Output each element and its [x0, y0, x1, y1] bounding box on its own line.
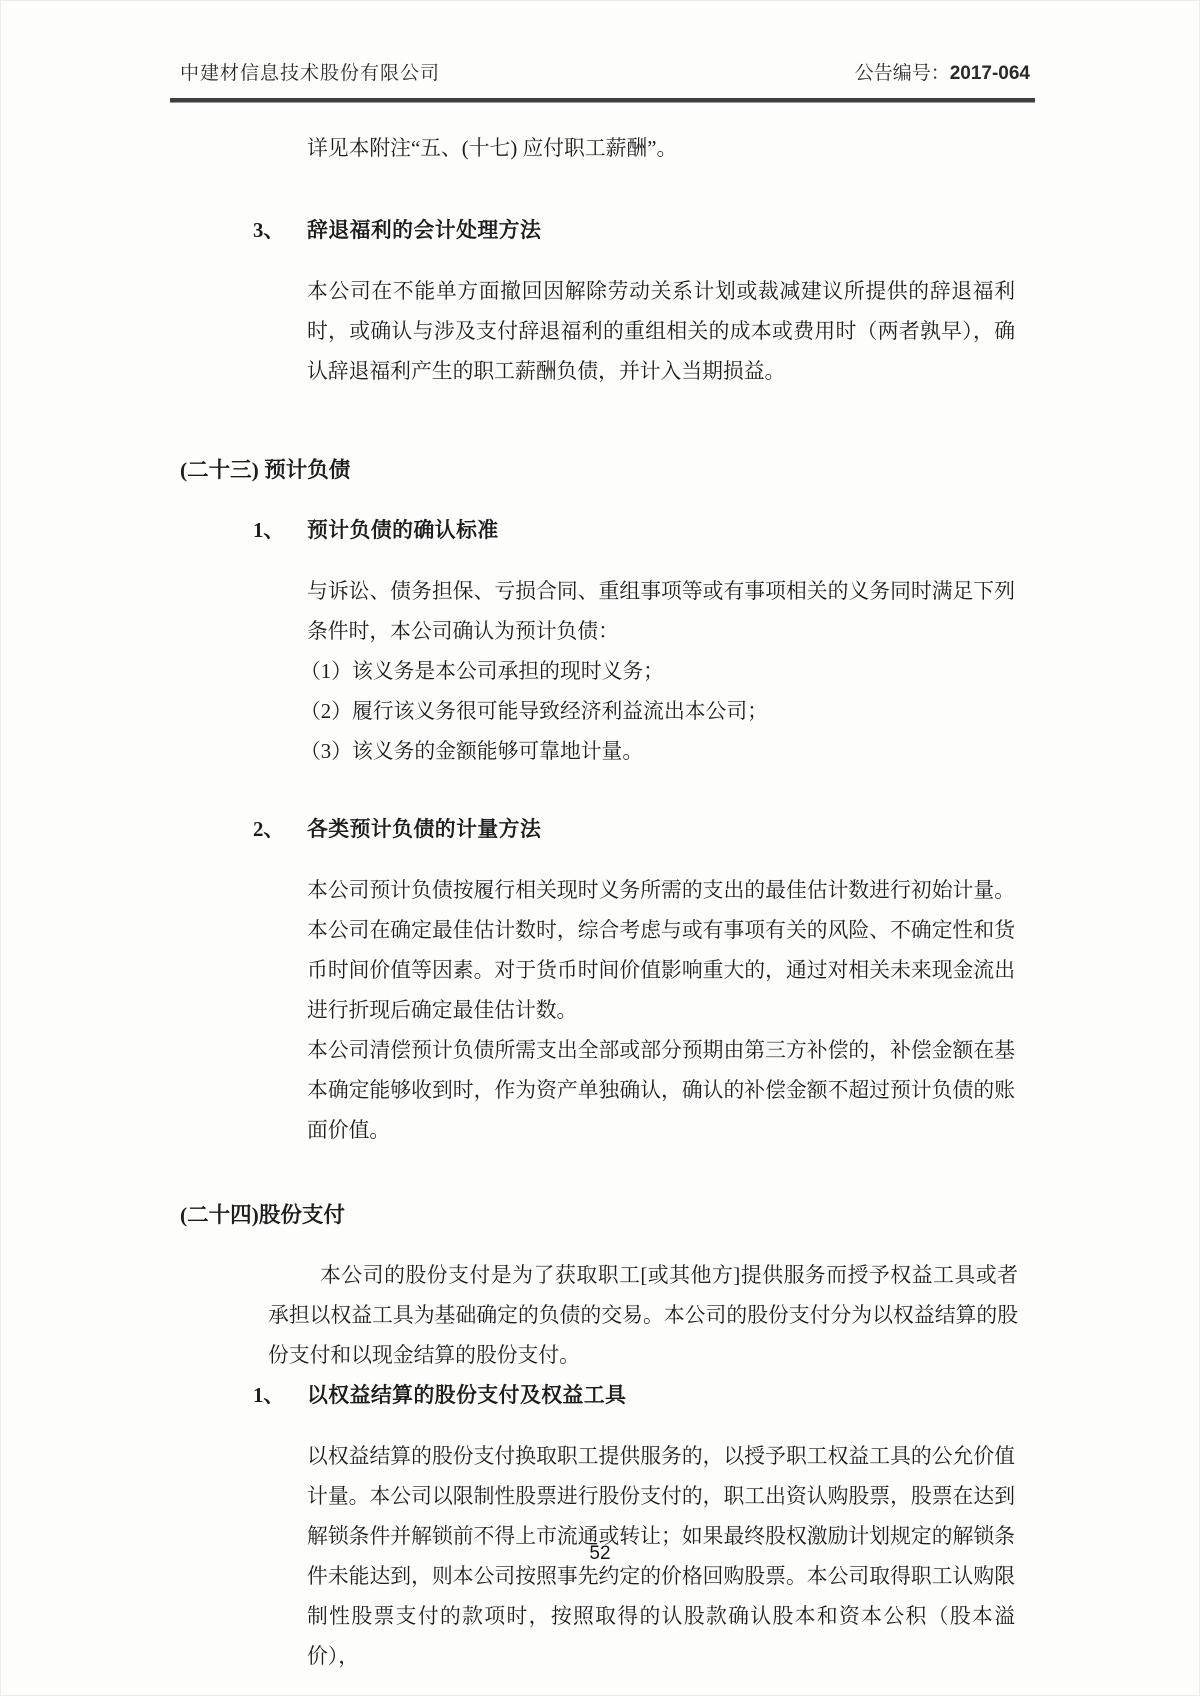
- paragraph-equity-settled: 以权益结算的股份支付换取职工提供服务的，以授予职工权益工具的公允价值计量。本公司以限制性股票进行股份支付的，职工出资认购股票，股票在达到解锁条件并解锁前不得上市流通或转让；如果最终股权激励计划规定的解锁条件未能达到，则本公司按照事先约定的价格回购股票。本公司取得职工认购限制性股票支付的款项时，按照取得的认股款确认股本和资本公积（股本溢价），: [307, 1445, 1015, 1669]
- heading-provisions-recognition: [253, 511, 1015, 551]
- heading-title: 以权益结算的股份支付及权益工具: [307, 1384, 627, 1408]
- paragraph-share-payment-intro: 本公司的股份支付是为了获取职工[或其他方]提供服务而授予权益工具或者承担以权益工具为基础确定的负债的交易。本公司的股份支付分为以权益结算的股份支付和以现金结算的股份支付。: [268, 1264, 1018, 1368]
- list-item-2: （2）履行该义务很可能导致经济利益流出本公司；: [300, 700, 768, 724]
- list-item-1: （1）该义务是本公司承担的现时义务；: [300, 660, 664, 684]
- heading-number: 2、: [253, 818, 285, 842]
- paragraph-provisions-recognition: 与诉讼、债务担保、亏损合同、重组事项等或有事项相关的义务同时满足下列条件时，本公司确认为预计负债：: [307, 580, 1015, 644]
- heading-title: 辞退福利的会计处理方法: [307, 219, 542, 242]
- section-24-heading: (二十四)股份支付: [180, 1202, 345, 1227]
- note-reference-paragraph: 详见本附注“五、(十七) 应付职工薪酬”。: [307, 137, 678, 160]
- heading-equity-settled: [253, 1376, 1015, 1416]
- announcement-value: 2017-064: [949, 63, 1030, 84]
- heading-number: 3、: [253, 219, 285, 242]
- page-number: 52: [589, 1543, 611, 1564]
- heading-title: 预计负债的确认标准: [307, 519, 499, 543]
- announcement-label: 公告编号：: [854, 63, 950, 84]
- section-23-heading: (二十三) 预计负债: [180, 457, 351, 482]
- company-name: 中建材信息技术股份有限公司: [180, 63, 441, 84]
- heading-3-termination-benefits: [253, 211, 1015, 251]
- document-body: [170, 129, 1018, 1677]
- page-header: [0, 0, 1200, 85]
- paragraph-measurement-2: 本公司清偿预计负债所需支出全部或部分预期由第三方补偿的，补偿金额在基本确定能够收到时，作为资产单独确认，确认的补偿金额不超过预计负债的账面价值。: [307, 1038, 1015, 1142]
- heading-provisions-measurement: [253, 810, 1015, 850]
- paragraph-termination-benefits: 本公司在不能单方面撤回因解除劳动关系计划或裁减建议所提供的辞退福利时，或确认与涉及支付辞退福利的重组相关的成本或费用时（两者孰早），确认辞退福利产生的职工薪酬负债，并计入当期损益。: [307, 279, 1015, 383]
- header-divider: [170, 98, 1035, 103]
- heading-title: 各类预计负债的计量方法: [307, 818, 542, 842]
- paragraph-measurement-1: 本公司预计负债按履行相关现时义务所需的支出的最佳估计数进行初始计量。本公司在确定最佳估计数时，综合考虑与或有事项有关的风险、不确定性和货币时间价值等因素。对于货币时间价值影响重大的，通过对相关未来现金流出进行折现后确定最佳估计数。: [307, 878, 1015, 1022]
- heading-number: 1、: [253, 1384, 285, 1408]
- heading-number: 1、: [253, 519, 285, 543]
- announcement-number: [855, 58, 1030, 85]
- list-item-3: （3）该义务的金额能够可靠地计量。: [300, 740, 644, 764]
